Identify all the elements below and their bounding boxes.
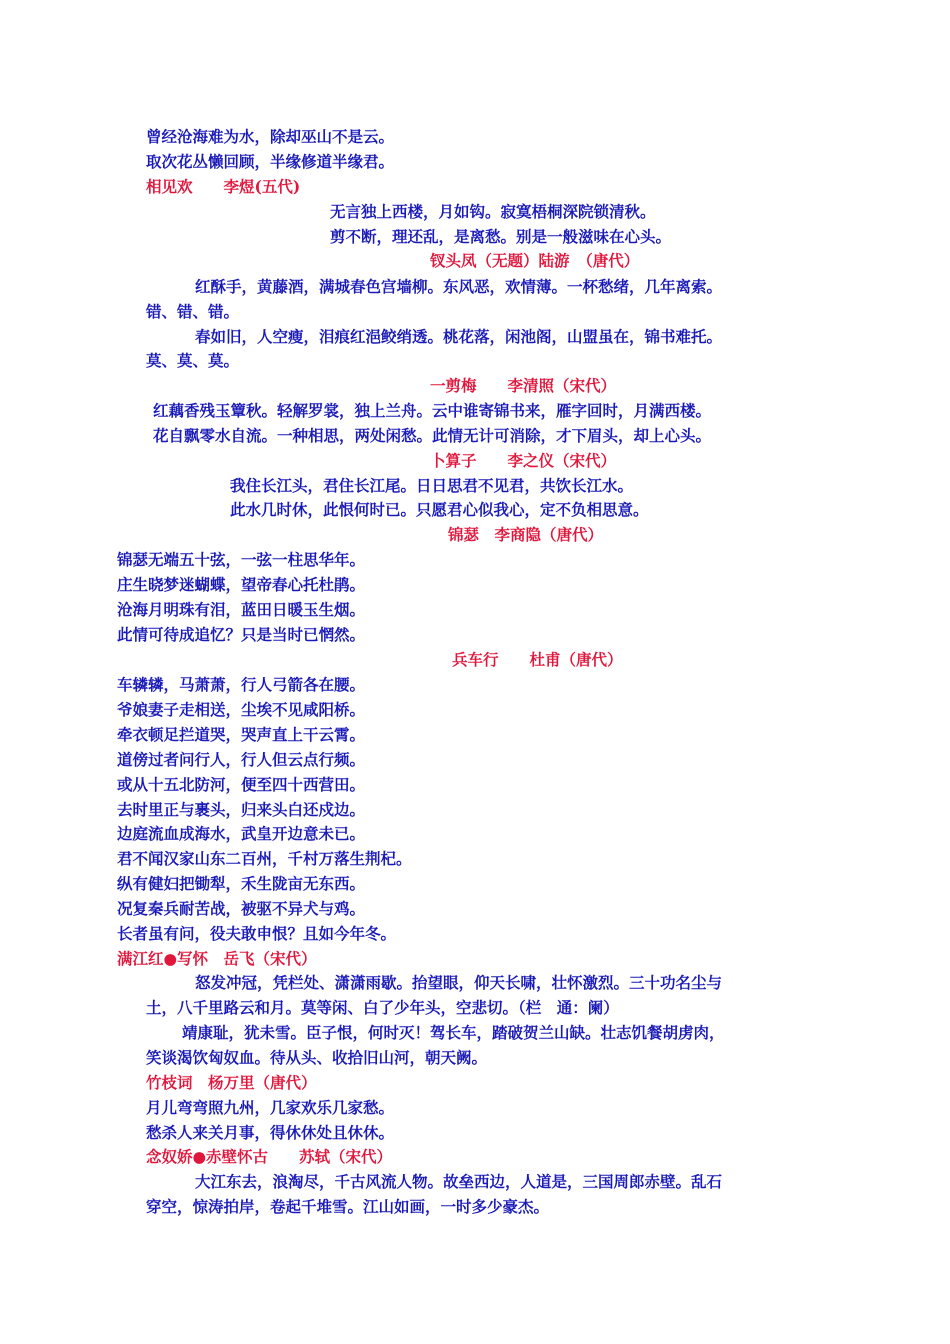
text-line: 月儿弯弯照九州，几家欢乐几家愁。 [146, 1098, 395, 1117]
poem-title: 念奴娇●赤壁怀古 苏轼（宋代） [146, 1147, 393, 1166]
text-line: 红藕香残玉簟秋。轻解罗裳，独上兰舟。云中谁寄锦书来，雁字回时，月满西楼。 [153, 401, 712, 420]
poem-title: 钗头凤（无题）陆游 （唐代） [430, 251, 640, 270]
text-line: 道傍过者问行人，行人但云点行频。 [117, 750, 366, 769]
text-line: 土，八千里路云和月。莫等闲、白了少年头，空悲切。（栏 通：阑） [146, 998, 619, 1017]
text-line: 牵衣顿足拦道哭，哭声直上干云霄。 [117, 725, 366, 744]
text-line: 靖康耻，犹未雪。臣子恨，何时灭！驾长车，踏破贺兰山缺。壮志饥餐胡虏肉， [182, 1023, 725, 1042]
text-line: 况复秦兵耐苦战，被驱不异犬与鸡。 [117, 899, 366, 918]
text-line: 此水几时休，此恨何时已。只愿君心似我心，定不负相思意。 [230, 500, 649, 519]
poem-title: 锦瑟 李商隐（唐代） [448, 525, 604, 544]
text-line: 车辚辚，马萧萧，行人弓箭各在腰。 [117, 675, 366, 694]
text-line: 君不闻汉家山东二百州，千村万落生荆杞。 [117, 849, 412, 868]
text-line: 笑谈渴饮匈奴血。待从头、收拾旧山河，朝天阙。 [146, 1048, 488, 1067]
poem-title: 相见欢 李煜(五代) [146, 177, 301, 196]
text-line: 庄生晓梦迷蝴蝶，望帝春心托杜鹃。 [117, 575, 366, 594]
text-line: 穿空，惊涛拍岸，卷起千堆雪。江山如画，一时多少豪杰。 [146, 1197, 550, 1216]
text-line: 此情可待成追忆？只是当时已惘然。 [117, 625, 366, 644]
text-line: 沧海月明珠有泪，蓝田日暖玉生烟。 [117, 600, 366, 619]
poem-title: 一剪梅 李清照（宋代） [430, 376, 617, 395]
text-line: 取次花丛懒回顾，半缘修道半缘君。 [146, 152, 395, 171]
text-line: 或从十五北防河，便至四十西营田。 [117, 775, 366, 794]
text-line: 红酥手，黄藤酒，满城春色宫墙柳。东风恶，欢情薄。一杯愁绪，几年离索。 [195, 277, 723, 296]
text-line: 剪不断，理还乱，是离愁。别是一般滋味在心头。 [330, 227, 672, 246]
text-line: 锦瑟无端五十弦，一弦一柱思华年。 [117, 550, 366, 569]
text-line: 边庭流血成海水，武皇开边意未已。 [117, 824, 366, 843]
text-line: 莫、莫、莫。 [146, 351, 240, 370]
text-line: 大江东去，浪淘尽，千古风流人物。故垒西边，人道是，三国周郎赤壁。乱石 [195, 1172, 723, 1191]
poem-title: 满江红●写怀 岳飞（宋代） [117, 949, 317, 968]
text-line: 愁杀人来关月事，得休休处且休休。 [146, 1123, 395, 1142]
text-line: 我住长江头，君住长江尾。日日思君不见君，共饮长江水。 [230, 476, 634, 495]
text-line: 花自飘零水自流。一种相思，两处闲愁。此情无计可消除，才下眉头，却上心头。 [153, 426, 712, 445]
poem-title: 兵车行 杜甫（唐代） [452, 650, 623, 669]
poem-title: 卜算子 李之仪（宋代） [430, 451, 617, 470]
text-line: 爷娘妻子走相送，尘埃不见咸阳桥。 [117, 700, 366, 719]
text-line: 曾经沧海难为水，除却巫山不是云。 [146, 127, 395, 146]
text-line: 去时里正与裹头，归来头白还戍边。 [117, 800, 366, 819]
text-line: 长者虽有问，役夫敢申恨？且如今年冬。 [117, 924, 397, 943]
text-line: 春如旧，人空瘦，泪痕红浥鲛绡透。桃花落，闲池阁，山盟虽在，锦书难托。 [195, 327, 723, 346]
poem-title: 竹枝词 杨万里（唐代） [146, 1073, 317, 1092]
text-line: 纵有健妇把锄犁，禾生陇亩无东西。 [117, 874, 366, 893]
text-line: 错、错、错。 [146, 302, 240, 321]
text-line: 无言独上西楼，月如钩。寂寞梧桐深院锁清秋。 [330, 202, 656, 221]
text-line: 怒发冲冠，凭栏处、潇潇雨歇。抬望眼，仰天长啸，壮怀激烈。三十功名尘与 [195, 973, 723, 992]
